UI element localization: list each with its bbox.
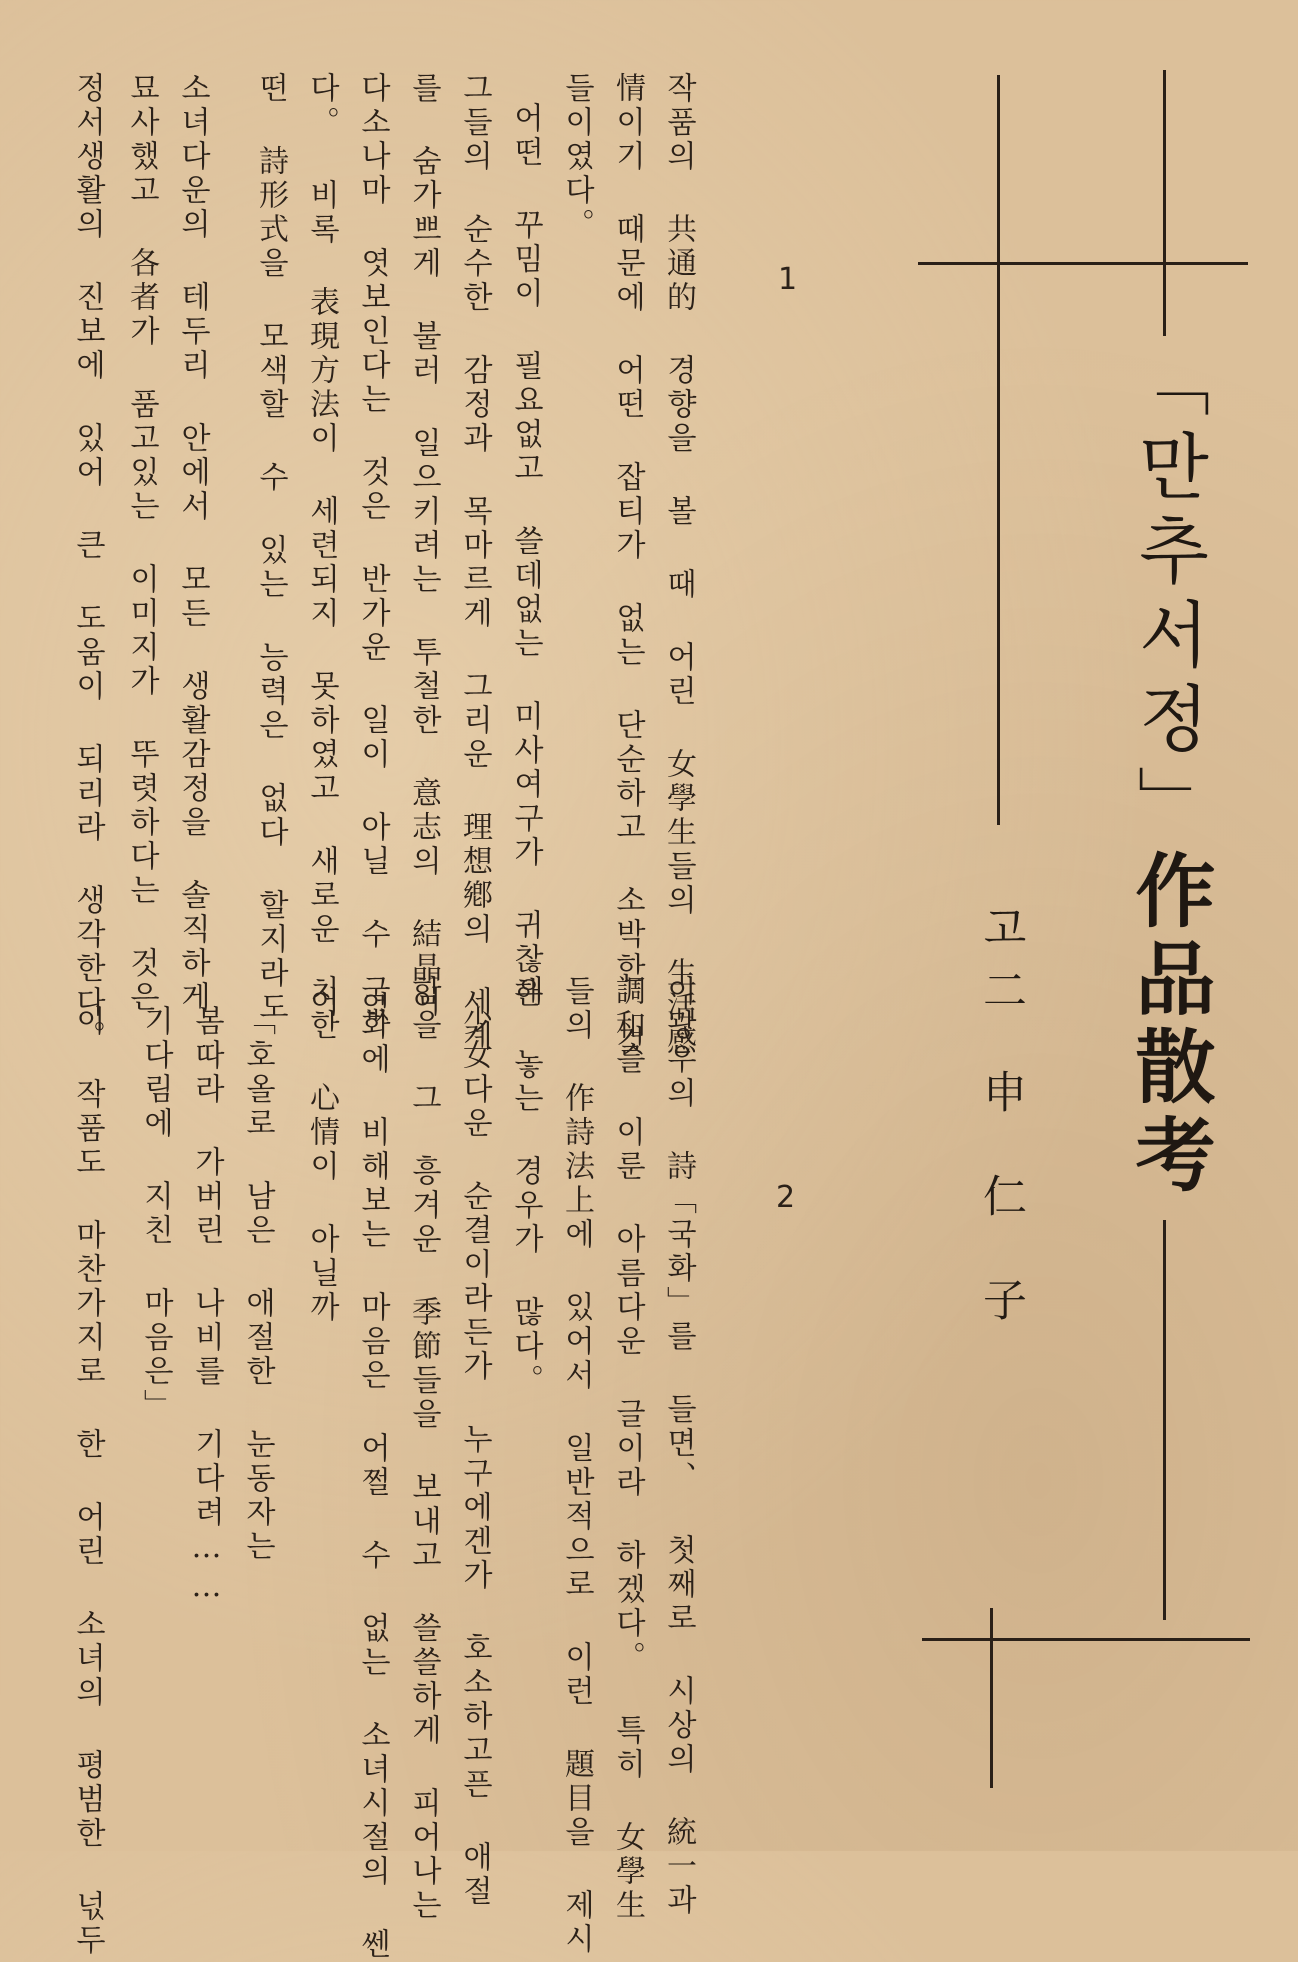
section-2-line: 이 작품도 마찬가지로 한 어린 소녀의 평범한 넋두	[70, 1005, 105, 1958]
section-1-line: 소녀다운의 테두리 안에서 모든 생활감정을 솔직하게	[175, 72, 210, 1015]
author-byline	[975, 905, 1026, 1381]
section-2-line: 함을 그 흥겨운 季節들을 보내고 쓸쓸하게 피어나는	[406, 975, 441, 1923]
section-1-line: 들이였다。	[559, 72, 594, 242]
title-rule-bottom-left-vertical	[990, 1608, 993, 1788]
section-1-line: 떤 詩形式을 모색할 수 있는 능력은 없다 할지라도	[253, 72, 288, 1025]
title-rule-top-horizontal	[918, 262, 1248, 265]
section-1-line: 다소나마 엿보인다는 것은 반가운 일이 아닐 수 없	[355, 72, 390, 1025]
section-1-line: 작품의 共通的 경향을 볼 때 어린 女學生들의 生活感	[661, 72, 696, 1059]
title-rule-left-vertical	[997, 75, 1000, 825]
section-1-line: 다。 비록 表現方法이 세련되지 못하였고 새로운 어	[304, 72, 339, 1020]
section-2-line: 들의 作詩法上에 있어서 일반적으로 이런 題目을 제시	[559, 975, 594, 1957]
title-rule-bottom-vertical	[1163, 1220, 1166, 1620]
section-2-line: 국화에 비해보는 마음은 어쩔 수 없는 소녀시절의 쎈	[355, 975, 390, 1962]
section-1-line: 정서생활의 진보에 있어 큰 도움이 되리라 생각한다。	[70, 72, 105, 1054]
section-2-line: 調和를 이룬 아름다운 글이라 하겠다。 특히 女學生	[610, 975, 645, 1923]
title-korean: 「만추서정」	[1126, 345, 1210, 849]
title-hanja: 作品散考	[1122, 849, 1215, 1201]
section-1-line: 어떤 꾸밈이 필요없고 쓸데없는 미사여구가 귀찮은	[508, 102, 543, 1011]
author-grade: 고二	[975, 905, 1026, 1029]
section-2-line: 기다림에 지친 마음은」	[138, 1005, 173, 1423]
section-2-line: 少女다운 순결이라든가 누구에겐가 호소하고픈 애절	[457, 1005, 492, 1909]
section-2-line: 봄따라 가버린 나비를 기다려……	[189, 1005, 224, 1608]
author-name: 申仁子	[975, 1069, 1026, 1381]
section-1-line: 를 숨가쁘게 불러 일으키려는 투철한 意志의 結晶이	[406, 72, 441, 1020]
section-number-2: 2	[776, 1180, 796, 1215]
section-2-line: 치한 心情이 아닐까	[304, 975, 339, 1325]
section-2-line: 「호올로 남은 애절한 눈동자는	[240, 1005, 275, 1564]
section-1-line: 묘사했고 各者가 품고있는 이미지가 뚜렷하다는 것은	[124, 72, 159, 1015]
section-2-line: 해 놓는 경우가 많다。	[508, 975, 543, 1398]
title-rule-bottom-horizontal	[922, 1638, 1250, 1641]
article-title	[1122, 345, 1215, 1201]
title-rule-top-vertical	[1163, 70, 1166, 336]
section-number-1: 1	[778, 262, 798, 297]
section-2-line: 이광우의 詩「국화」를 들면、 첫째로 시상의 統一과	[661, 975, 696, 1918]
section-1-line: 그들의 순수한 감정과 목마르게 그리운 理想鄕의 세계	[457, 72, 492, 1054]
section-1-line: 情이기 때문에 어떤 잡티가 없는 단순하고 소박한 것	[610, 72, 645, 1059]
